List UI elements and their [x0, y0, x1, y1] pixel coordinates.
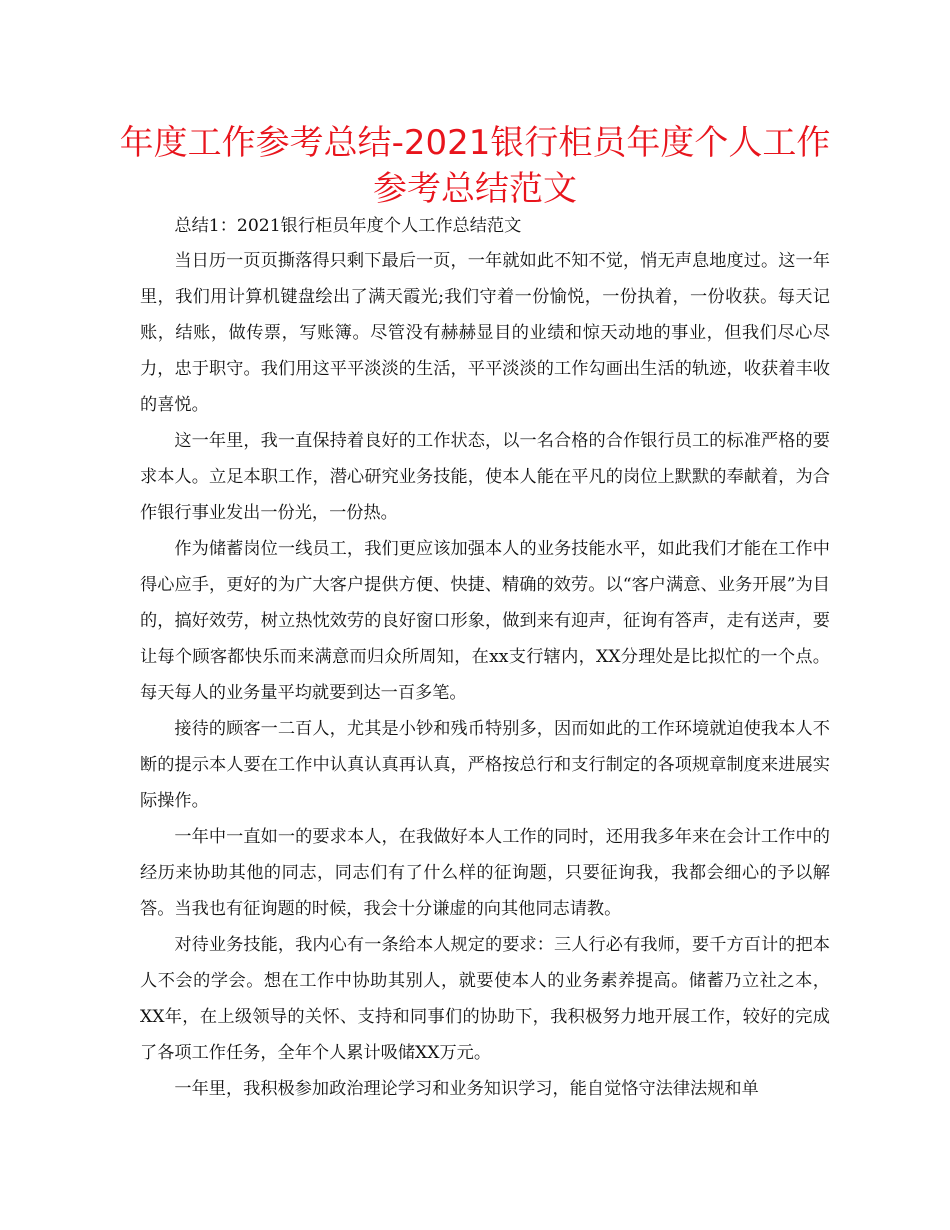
paragraph: 一年里，我积极参加政治理论学习和业务知识学习，能自觉恪守法律法规和单 — [174, 1079, 759, 1099]
paragraph: 一年中一直如一的要求本人，在我做好本人工作的同时，还用我多年来在会计工作中的经历来协助其他的同志，同志们有了什么样的征询题，只要征询我，我都会细心的予以解答。当我也有征询题的时候，我会十分谦虚的向其他同志请教。 — [140, 827, 830, 919]
paragraph: 作为储蓄岗位一线员工，我们更应该加强本人的业务技能水平，如此我们才能在工作中得心应手，更好的为广大客户提供方便、快捷、精确的效劳。以“客户满意、业务开展”为目的，搞好效劳，树立热忱效劳的良好窗口形象，做到来有迎声，征询有答声，走有送声，要让每个顾客都快乐而来满意而归众所周知，在xx支行辖内，XX分理处是比拟忙的一个点。每天每人的业务量平均就要到达一百多笔。 — [140, 539, 830, 703]
document-title-line-2: 参考总结范文 — [373, 169, 577, 209]
paragraph: 对待业务技能，我内心有一条给本人规定的要求：三人行必有我师，要千方百计的把本人不会的学会。想在工作中协助其别人，就要使本人的业务素养提高。储蓄乃立社之本，XX年，在上级领导的关怀、支持和同事们的协助下，我积极努力地开展工作，较好的完成了各项工作任务，全年个人累计吸储XX万元。 — [140, 935, 830, 1063]
document-body — [140, 209, 830, 1107]
paragraph: 当日历一页页撕落得只剩下最后一页，一年就如此不知不觉，悄无声息地度过。这一年里，我们用计算机键盘绘出了满天霞光;我们守着一份愉悦，一份执着，一份收获。每天记账，结账，做传票，写账簿。尽管没有赫赫显目的业绩和惊天动地的事业，但我们尽心尽力，忠于职守。我们用这平平淡淡的生活，平平淡淡的工作勾画出生活的轨迹，收获着丰收的喜悦。 — [140, 251, 830, 415]
paragraph: 接待的顾客一二百人，尤其是小钞和残币特别多，因而如此的工作环境就迫使我本人不断的提示本人要在工作中认真认真再认真，严格按总行和支行制定的各项规章制度来进展实际操作。 — [140, 719, 830, 811]
document-title-line-1: 年度工作参考总结-2021银行柜员年度个人工作 — [119, 123, 831, 163]
section-subheading: 总结1：2021银行柜员年度个人工作总结范文 — [174, 216, 522, 236]
paragraph: 这一年里，我一直保持着良好的工作状态，以一名合格的合作银行员工的标准严格的要求本人。立足本职工作，潜心研究业务技能，使本人能在平凡的岗位上默默的奉献着，为合作银行事业发出一份光，一份热。 — [140, 431, 830, 523]
